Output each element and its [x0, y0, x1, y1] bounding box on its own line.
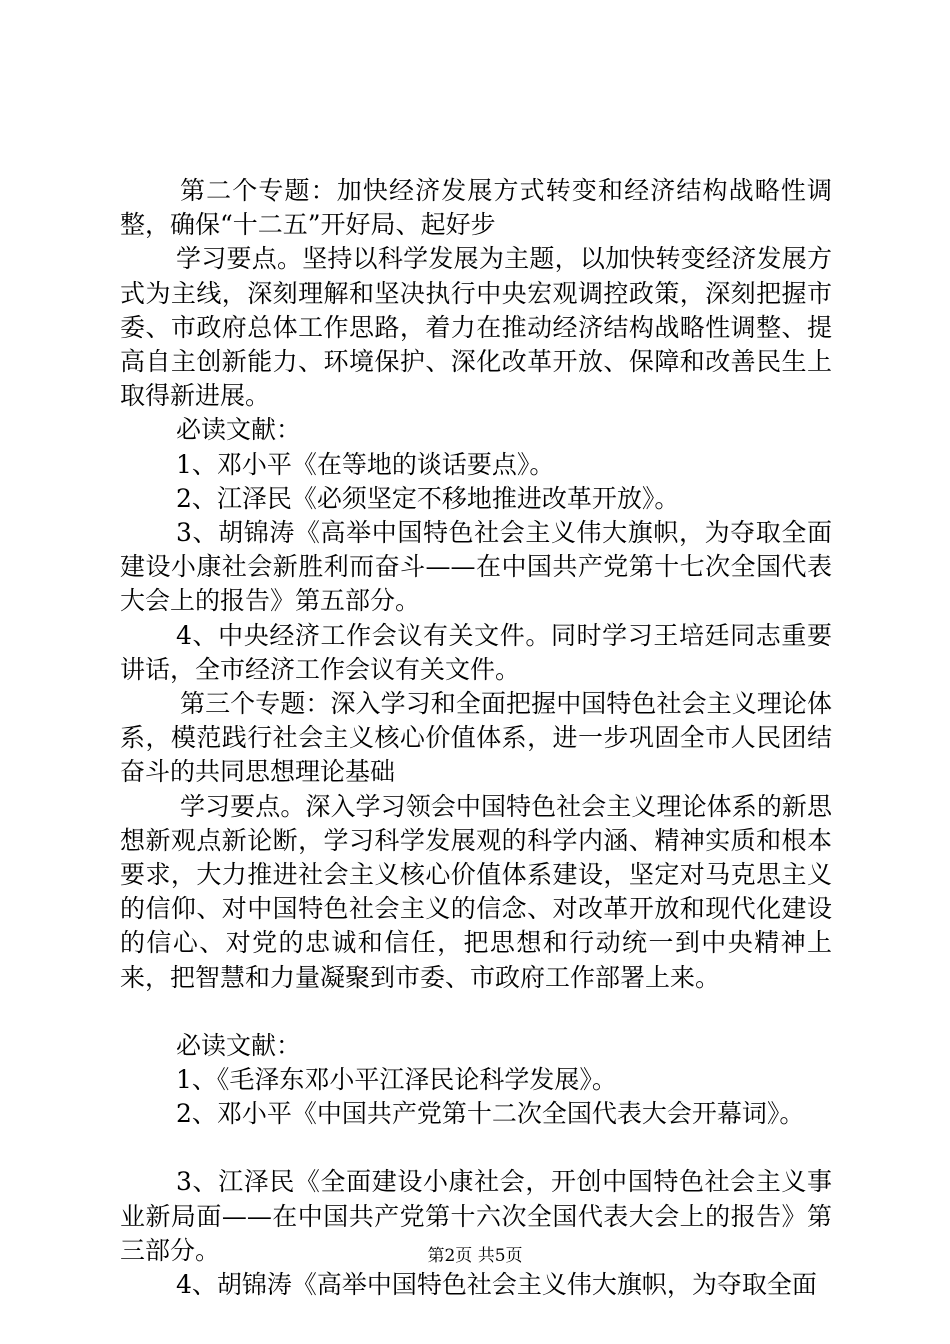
reading-item: 4、胡锦涛《高举中国特色社会主义伟大旗帜，为夺取全面 [176, 1270, 817, 1300]
reading-list-title-3: 必读文献： [176, 1030, 302, 1060]
reading-item: 4、中央经济工作会议有关文件。同时学习王培廷同志重要讲话，全市经济工作会议有关文件。 [120, 620, 832, 684]
reading-item: 1、邓小平《在等地的谈话要点》。 [176, 449, 555, 479]
reading-item: 3、江泽民《全面建设小康社会，开创中国特色社会主义事业新局面——在中国共产党第十六次全国代表大会上的报告》第三部分。 [120, 1167, 832, 1265]
topic-heading-2: 第二个专题：加快经济发展方式转变和经济结构战略性调整，确保“十二五”开好局、起好步 [120, 176, 832, 240]
page-footer: 第2页 共5页 [427, 1246, 523, 1266]
reading-item: 2、江泽民《必须坚定不移地推进改革开放》。 [176, 483, 680, 513]
reading-item: 2、邓小平《中国共产党第十二次全国代表大会开幕词》。 [176, 1099, 805, 1129]
reading-item: 3、胡锦涛《高举中国特色社会主义伟大旗帜，为夺取全面建设小康社会新胜利而奋斗——在中国共产党第十七次全国代表大会上的报告》第五部分。 [120, 518, 832, 616]
study-points-3: 学习要点。深入学习领会中国特色社会主义理论体系的新思想新观点新论断，学习科学发展观的科学内涵、精神实质和根本要求，大力推进社会主义核心价值体系建设，坚定对马克思主义的信仰、对中国特色社会主义的信念、对改革开放和现代化建设的信心、对党的忠诚和信任，把思想和行动统一到中央精神上来，把智慧和力量凝聚到市委、市政府工作部署上来。 [120, 791, 832, 992]
reading-item: 1、《毛泽东邓小平江泽民论科学发展》。 [176, 1065, 617, 1095]
document-body [120, 174, 832, 1302]
reading-list-title-2: 必读文献： [176, 415, 302, 445]
topic-heading-3: 第三个专题：深入学习和全面把握中国特色社会主义理论体系，模范践行社会主义核心价值体系，进一步巩固全市人民团结奋斗的共同思想理论基础 [120, 689, 832, 787]
study-points-2: 学习要点。坚持以科学发展为主题，以加快转变经济发展方式为主线，深刻理解和坚决执行中央宏观调控政策，深刻把握市委、市政府总体工作思路，着力在推动经济结构战略性调整、提高自主创新能力、环境保护、深化改革开放、保障和改善民生上取得新进展。 [120, 244, 832, 411]
